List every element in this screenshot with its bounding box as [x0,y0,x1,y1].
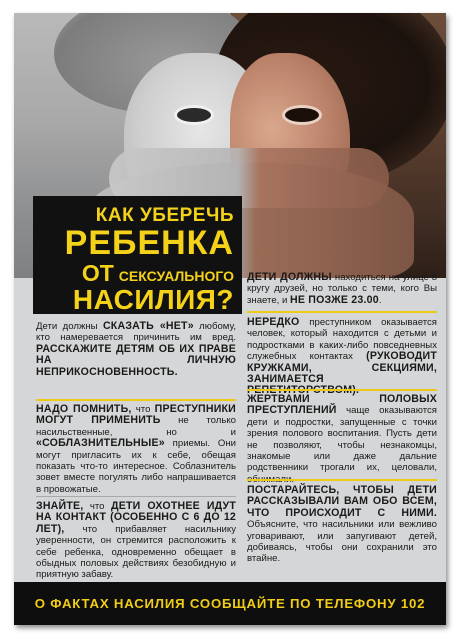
right-column-4 [247,485,437,565]
title-word-ot: ОТ [81,260,114,286]
right-rule-2 [247,389,437,391]
right-paragraph-3 [247,394,437,485]
text-bold: ДЕТИ ДОЛЖНЫ [247,271,332,283]
left-paragraph-1 [36,321,236,378]
footer-bar [14,582,446,625]
text: что [131,404,155,415]
text-bold: РАССКАЖИТЕ ДЕТЯМ ОБ ИХ ПРАВЕ НА ЛИЧНУЮ НЕПРИКОСНОВЕННОСТЬ. [36,342,236,378]
text: любому, кто намеревается причинить им вред. [36,321,236,344]
text: преступником оказывается человек, который находится с детьми и подростками в каких-либо повседневных служебных контактах [247,317,437,363]
left-rule-1 [36,399,236,401]
text: Объясните, что насильники или вежливо уговаривают, или запугивают детей, добиваясь, чтобы они сохранили это втайне. [247,519,437,565]
right-paragraph-1 [247,272,437,306]
text-bold: СКАЗАТЬ «НЕТ» [102,320,194,332]
text-bold: НЕ ПОЗЖЕ 23.00 [290,293,379,306]
right-rule-3 [247,479,437,481]
title-line-4: НАСИЛИЯ? [72,284,234,315]
left-separator-2 [36,496,236,497]
left-column [36,321,236,378]
title-box [33,196,242,314]
text-bold: ПОСТАРАЙТЕСЬ, ЧТОБЫ ДЕТИ РАССКАЗЫВАЛИ ВАМ ОБО ВСЕМ, ЧТО ПРОИСХОДИТ С НИМИ. [247,484,437,519]
text: . [378,294,382,306]
right-rule-1 [247,311,437,313]
text: не только насильственные, но и [36,415,236,438]
left-paragraph-3 [36,501,236,581]
right-paragraph-4 [247,485,437,565]
text-bold: ПРЕСТУПНИКИ МОГУТ ПРИМЕНИТЬ [36,403,236,427]
text-bold: ЖЕРТВАМИ ПОЛОВЫХ ПРЕСТУПЛЕНИЙ [247,393,437,417]
text-bold: «СОБЛАЗНИТЕЛЬНЫЕ» [36,437,165,450]
text: находиться на улице в кругу друзей, но только с теми, кого Вы знаете, и [247,272,437,306]
text-bold: ДЕТИ ОХОТНЕЕ ИДУТ НА КОНТАКТ (ОСОБЕННО С 6 ДО 12 ЛЕТ), [36,500,236,535]
right-column-3 [247,394,437,485]
right-column-1 [247,272,437,306]
right-paragraph-2 [247,317,437,397]
photo-eye-left [174,105,214,125]
text: Дети должны [36,321,103,332]
text-bold: НЕРЕДКО [247,316,300,328]
text-bold: НАДО ПОМНИТЬ, [36,403,132,415]
text: приемы. Они могут пригласить их к себе, обещая показать что-то интересное. Соблазнитель зовет вместе погулять либо напрашивается в провожатые. [36,438,236,495]
title-word-sexual: СЕКСУАЛЬНОГО [118,268,234,284]
text: что [83,501,111,512]
poster [14,13,446,625]
title-line-2: РЕБЕНКА [64,224,234,262]
text: что прибавляет насильнику уверенности, он стремится расположить к себе ребенка, одновременно обещает в обыдных половых действиях безобидную и приятную забаву. [36,523,236,581]
footer-hotline-text: О ФАКТАХ НАСИЛИЯ СООБЩАЙТЕ ПО ТЕЛЕФОНУ 102 [34,596,426,611]
left-paragraph-2 [36,404,236,495]
left-column-3 [36,501,236,581]
title-line-3 [43,262,234,285]
left-column-2 [36,404,236,495]
text-bold: (РУКОВОДИТ КРУЖКАМИ, СЕКЦИЯМИ, ЗАНИМАЕТСЯ [247,350,437,386]
right-column-2 [247,317,437,397]
text: чаще оказываются дети и подростки, запущенные с точки зрения полового воспитания. Пусть дети не позволяют, чтобы незнакомцы, знакомые или даже дальние родственники трогали их, целовали, [247,405,437,474]
photo-eye-right [282,105,322,125]
text-bold: ЗНАЙТЕ, [36,500,84,512]
title-line-1: КАК УБЕРЕЧЬ [95,205,234,226]
